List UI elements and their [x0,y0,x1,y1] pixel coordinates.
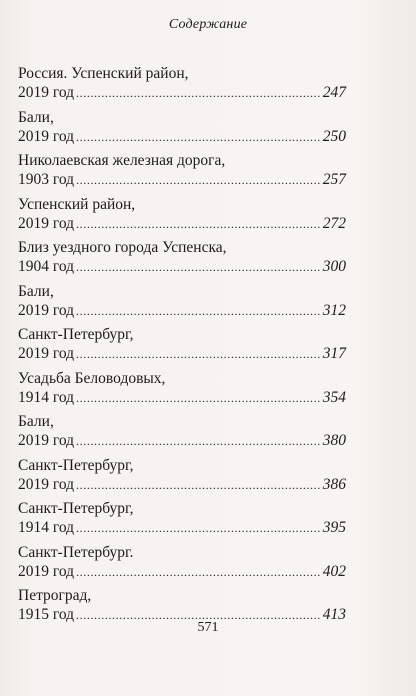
toc-entry[interactable] [18,543,346,587]
toc-entry-title: Россия. Успенский район, [18,65,189,82]
toc-entry-title: Бали, [18,108,54,126]
page-title: Содержание [168,17,248,32]
toc-entry[interactable] [18,282,346,326]
toc-entry-page: 354 [322,388,346,406]
leader-dots [76,302,321,321]
toc-entry-year: 1914 год [18,388,75,406]
toc-entry-year: 1903 год [18,171,75,188]
page-number: 571 [197,620,219,635]
toc-entry-title: Санкт-Петербург, [18,500,134,517]
toc-entry[interactable] [18,64,346,108]
toc-entry-page: 317 [322,345,346,362]
toc-entry-year: 2019 год [18,301,75,319]
toc-entry-page: 402 [322,562,346,580]
toc-entry-title: Санкт-Петербург, [18,326,134,343]
toc-entry[interactable] [18,238,346,282]
leader-dots [76,389,321,408]
toc-entry-title: Петроград, [18,587,92,604]
toc-entry-title: Успенский район, [18,195,136,213]
toc-entry-title: Бали, [18,282,54,300]
toc-entry-title: Санкт-Петербург, [18,456,134,474]
leader-dots [76,519,321,538]
leader-dots [76,128,321,147]
toc-entry-title: Николаевская железная дорога, [18,152,226,169]
table-of-contents [18,64,346,630]
toc-entry-title: Санкт-Петербург. [18,543,134,561]
toc-entry-page: 395 [322,519,346,536]
toc-entry-year: 2019 год [18,345,75,362]
leader-dots [76,258,321,277]
toc-entry-year: 2019 год [18,84,75,101]
toc-entry-year: 1904 год [18,258,75,275]
toc-entry[interactable] [18,499,346,543]
toc-entry-year: 2019 год [18,214,75,232]
toc-entry-page: 386 [322,475,346,493]
toc-entry-year: 2019 год [18,475,75,493]
toc-entry-page: 312 [322,301,346,319]
toc-entry[interactable] [18,369,346,413]
toc-entry-title: Близ уездного города Успенска, [18,239,227,256]
leader-dots [76,345,321,364]
toc-entry[interactable] [18,412,346,456]
leader-dots [76,215,321,234]
toc-entry-page: 380 [322,432,346,449]
toc-entry-year: 1915 год [18,606,75,623]
toc-entry[interactable] [18,151,346,195]
toc-entry[interactable] [18,195,346,239]
toc-entry-page: 272 [322,214,346,232]
toc-entry-page: 247 [322,84,346,101]
toc-entry-title: Усадьба Беловодовых, [18,369,166,387]
toc-entry-page: 413 [322,606,346,623]
toc-entry-page: 257 [322,171,346,188]
toc-entry-page: 250 [322,127,346,145]
toc-entry[interactable] [18,325,346,369]
leader-dots [76,563,321,582]
toc-entry-page: 300 [322,258,346,275]
toc-entry-year: 2019 год [18,562,75,580]
toc-entry-year: 2019 год [18,127,75,145]
toc-entry[interactable] [18,456,346,500]
leader-dots [76,432,321,451]
toc-entry-year: 1914 год [18,519,75,536]
leader-dots [76,476,321,495]
toc-entry-title: Бали, [18,413,54,430]
leader-dots [76,84,321,103]
toc-entry[interactable] [18,108,346,152]
leader-dots [76,171,321,190]
toc-entry-year: 2019 год [18,432,75,449]
